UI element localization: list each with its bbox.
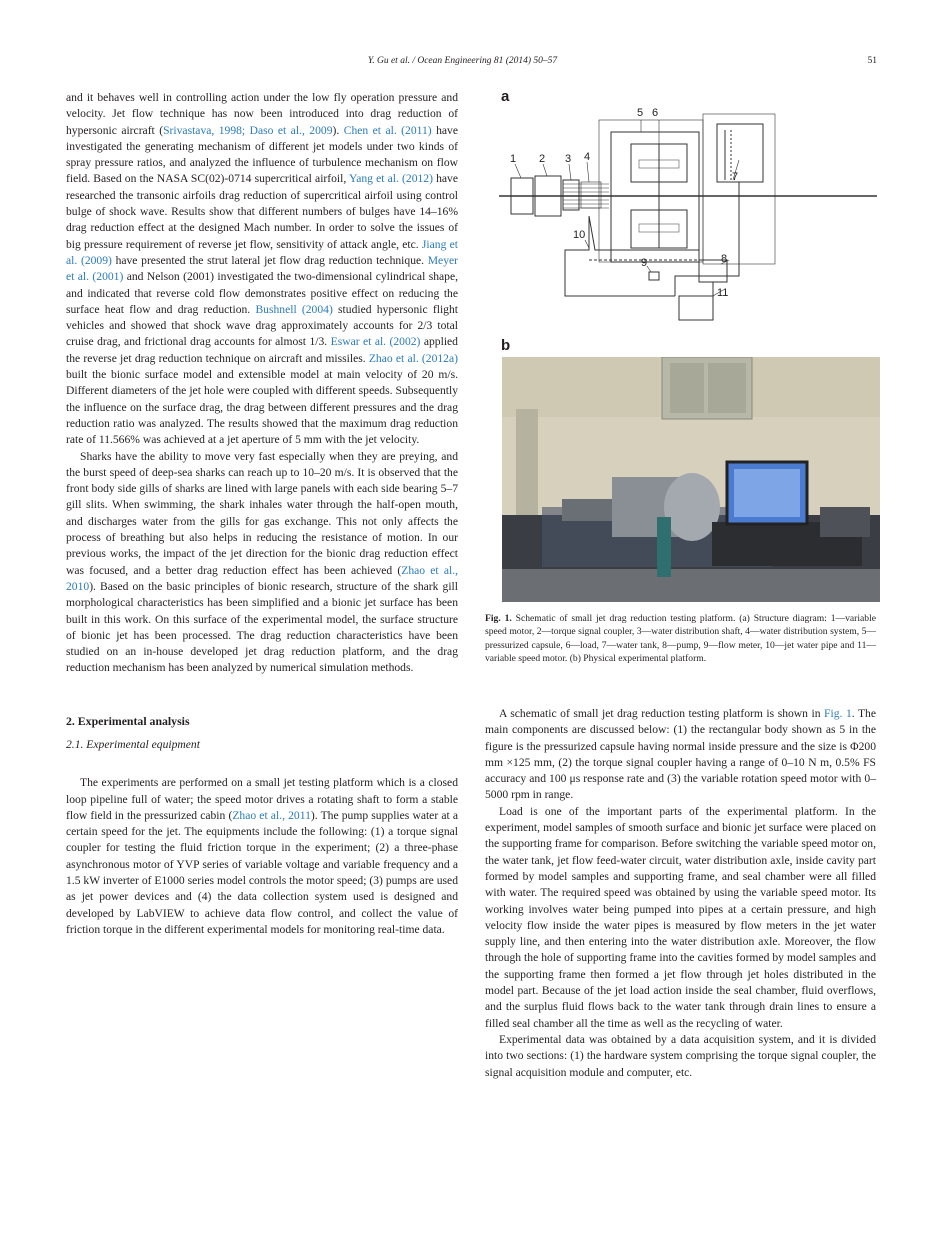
running-header: [0, 56, 925, 70]
pressurized-capsule: [611, 132, 699, 262]
label-4: 4: [584, 151, 591, 163]
panel-label-a: a: [501, 88, 510, 105]
label-8: 8: [721, 253, 728, 265]
citation-link[interactable]: Eswar et al. (2002): [330, 335, 421, 349]
citation-link[interactable]: Meyer et al. (2001): [66, 253, 458, 284]
photo-rendering: [502, 357, 880, 602]
flow-meter: [649, 272, 659, 280]
platform-photo: [502, 357, 880, 602]
panel-label-b: b: [501, 337, 511, 354]
paragraph: Load is one of the important parts of the experimental platform. In the experiment, model samples of smooth surface and bionic jet surface were placed on the supporting frame for comparison. Before switching the variable speed motor on, the water tank, jet flow feed-water circuit, water distribution axle, inside cavity part formed by model samples and supporting frame, and seal chamber were all filled with water. The required speed was obtained by using the variable speed motor. Its working involves water being pumped into pipes at a certain pressure, and high velocity flow inside the water pipes is measured by flow meters in the jet water supply line, and then entering into the water distribution axle. Moreover, the flow through the hole of supporting frame into the cavities formed by model samples and the supporting frame then formed a jet flow through jet holes distributed in the model part. Because of the jet load action inside the seal chamber, fluid overflows, and the surplus fluid flows back to the water tank through drain lines to ensure a filled seal chamber all the time as well as the recycling of water.: [485, 804, 876, 1030]
page-number: 51: [867, 56, 877, 66]
citation-link[interactable]: Yang et al. (2012): [349, 172, 433, 186]
label-7: 7: [732, 171, 739, 183]
citation-link[interactable]: Zhao et al., 2011: [232, 808, 311, 822]
label-3: 3: [565, 153, 572, 165]
caption-label: Fig. 1.: [485, 613, 512, 624]
citation-link[interactable]: Chen et al. (2011): [343, 123, 432, 137]
label-10: 10: [573, 229, 586, 241]
water-tank: [717, 124, 763, 182]
section-heading: 2. Experimental analysis: [66, 713, 190, 728]
paragraph: Sharks have the ability to move very fast especially when they are preying, and the burst speed of deep-sea sharks can reach up to 10–20 m/s. It is observed that the front body side gills of sharks are lined with large panels with each side bearing 5–7 gill slits. When swimming, the shark inhales water through the half-open mouth, and discharges water from the gills for gas exchange. This not only affects the process of breathing but also helps in reducing the resistance of motion. In our previous works, the impact of the jet direction for the bionic drag reduction effect was focused, and a better drag reduction effect has been achieved (Zhao et al., 2010). Based on the basic principles of bionic research, structure of the shark gill morphological characteristics has been simplified and a bionic jet surface has been built in this work. On this surface of the experimental model, the surface structure of bionic jet has been processed. The drag reduction characteristics have been studied on an in-house developed jet drag reduction platform, and the drag reduction mechanism has been analyzed by numerical simulation methods.: [66, 449, 459, 675]
pump-motor: [679, 296, 713, 320]
paragraph: The experiments are performed on a small jet testing platform which is a closed loop pipeline full of water; the speed motor drives a rotating shaft to form a stable flow field in the pressurized cabin (Zhao et al., 2011). The pump supplies water at a certain speed for the jet. The equipments include the following: (1) a torque signal coupler for testing the fluid friction torque in the experiment; (2) a three-phase asynchronous motor of YVP series of variable voltage and variable frequency and a 1.5 kW inverter of E1000 series model controls the motor speed; (3) pumps are used as jet power devices and (4) the data collection system used is designed and developed by LabVIEW to achieve data flow control, and collect the value of friction torque in the different experimental models for monitoring real-time data.: [66, 776, 458, 936]
structure-diagram: [499, 100, 879, 330]
citation-link[interactable]: Zhao et al., 2010: [66, 563, 459, 593]
caption-text: Schematic of small jet drag reduction testing platform. (a) Structure diagram: 1—variable speed motor, 2—torque signal coupler, 3—water distribution shaft, 4—water distribution system, 5—pressurized capsule, 6—load, 7—water tank, 8—pump, 9—flow meter, 10—jet water pipe and 11—variable speed motor. (b) Physical experimental platform.: [485, 613, 877, 664]
paragraph: A schematic of small jet drag reduction testing platform is shown in Fig. 1. The main components are discussed below: (1) the rectangular body shown as 5 in the figure is the pressurized capsule having normal inside pressure and the size is Φ200 mm ×125 mm, (2) the torque signal coupler having a range of 0–10 N m, 0.5% FS accuracy and 100 μs response rate and (3) the variable rotation speed motor with 0–5000 rpm in range.: [485, 707, 876, 802]
distribution-shaft: [563, 180, 579, 210]
subsection-heading: 2.1. Experimental equipment: [66, 737, 200, 751]
label-6: 6: [652, 107, 659, 119]
citation-link[interactable]: Jiang et al. (2009): [66, 237, 458, 267]
paragraph: Experimental data was obtained by a data acquisition system, and it is divided into two sections: (1) the hardware system comprising the torque signal coupler, the signal acquisition module and computer, etc.: [485, 1032, 876, 1079]
journal-citation: Y. Gu et al. / Ocean Engineering 81 (2014) 50–57: [367, 56, 558, 66]
label-5: 5: [637, 107, 644, 119]
figure-caption: [485, 612, 876, 665]
label-1: 1: [510, 153, 517, 165]
citation-link[interactable]: Srivastava, 1998; Daso et al., 2009: [163, 123, 333, 137]
citation-link[interactable]: Bushnell (2004): [255, 302, 333, 316]
label-11: 11: [717, 287, 729, 299]
label-2: 2: [539, 153, 546, 165]
citation-link[interactable]: Zhao et al. (2012a): [368, 351, 458, 365]
label-9: 9: [641, 257, 648, 269]
right-column: [485, 706, 876, 1081]
left-column: [66, 90, 458, 938]
paragraph: and it behaves well in controlling action under the low fly operation pressure and velocity. Jet flow technique has now been introduced into drag reduction of hypersonic aircraft (Srivastava, 1998; Daso et al., 2009). Chen et al. (2011) have investigated the generating mechanism of different jet models under two kinds of spray pressure ratios, and analyzed the influence of turbulence mechanism on flow field. Based on the NASA SC(02)-0714 supercritical airfoil, Yang et al. (2012) have researched the transonic airfoils drag reduction of supercritical airfoil using control bulge of shock wave. Results show that different numbers of bulges have 14–16% drag reduction effect at the designed Mach number. In order to solve the issues of big pressure requirement of reverse jet flow, sensitivity of attack angle, etc. Jiang et al. (2009) have presented the strut lateral jet flow drag reduction technique. Meyer et al. (2001) and Nelson (2001) investigated the two-dimensional cylindrical shape, and indicated that reverse cold flow demonstrates positive effect on reducing the surface heat flow and drag reduction. Bushnell (2004) studied hypersonic flight vehicles and showed that shock wave drag approximately accounts for 2/3 total cruise drag, and frictional drag accounts for almost 1/3. Eswar et al. (2002) applied the reverse jet drag reduction technique on aircraft and missiles. Zhao et al. (2012a) built the bionic surface model and extensible model at main velocity of 20 m/s. Different diameters of the jet hole were coupled with different speeds. Subsequently the influence on the surface drag, the drag between different pressures and the drag reduction ratio was analyzed. The results showed that the maximum drag reduction rate of 11.566% was achieved at a jet aperture of 5 mm with the jet velocity.: [66, 91, 458, 447]
figure-link[interactable]: Fig. 1: [824, 707, 852, 720]
